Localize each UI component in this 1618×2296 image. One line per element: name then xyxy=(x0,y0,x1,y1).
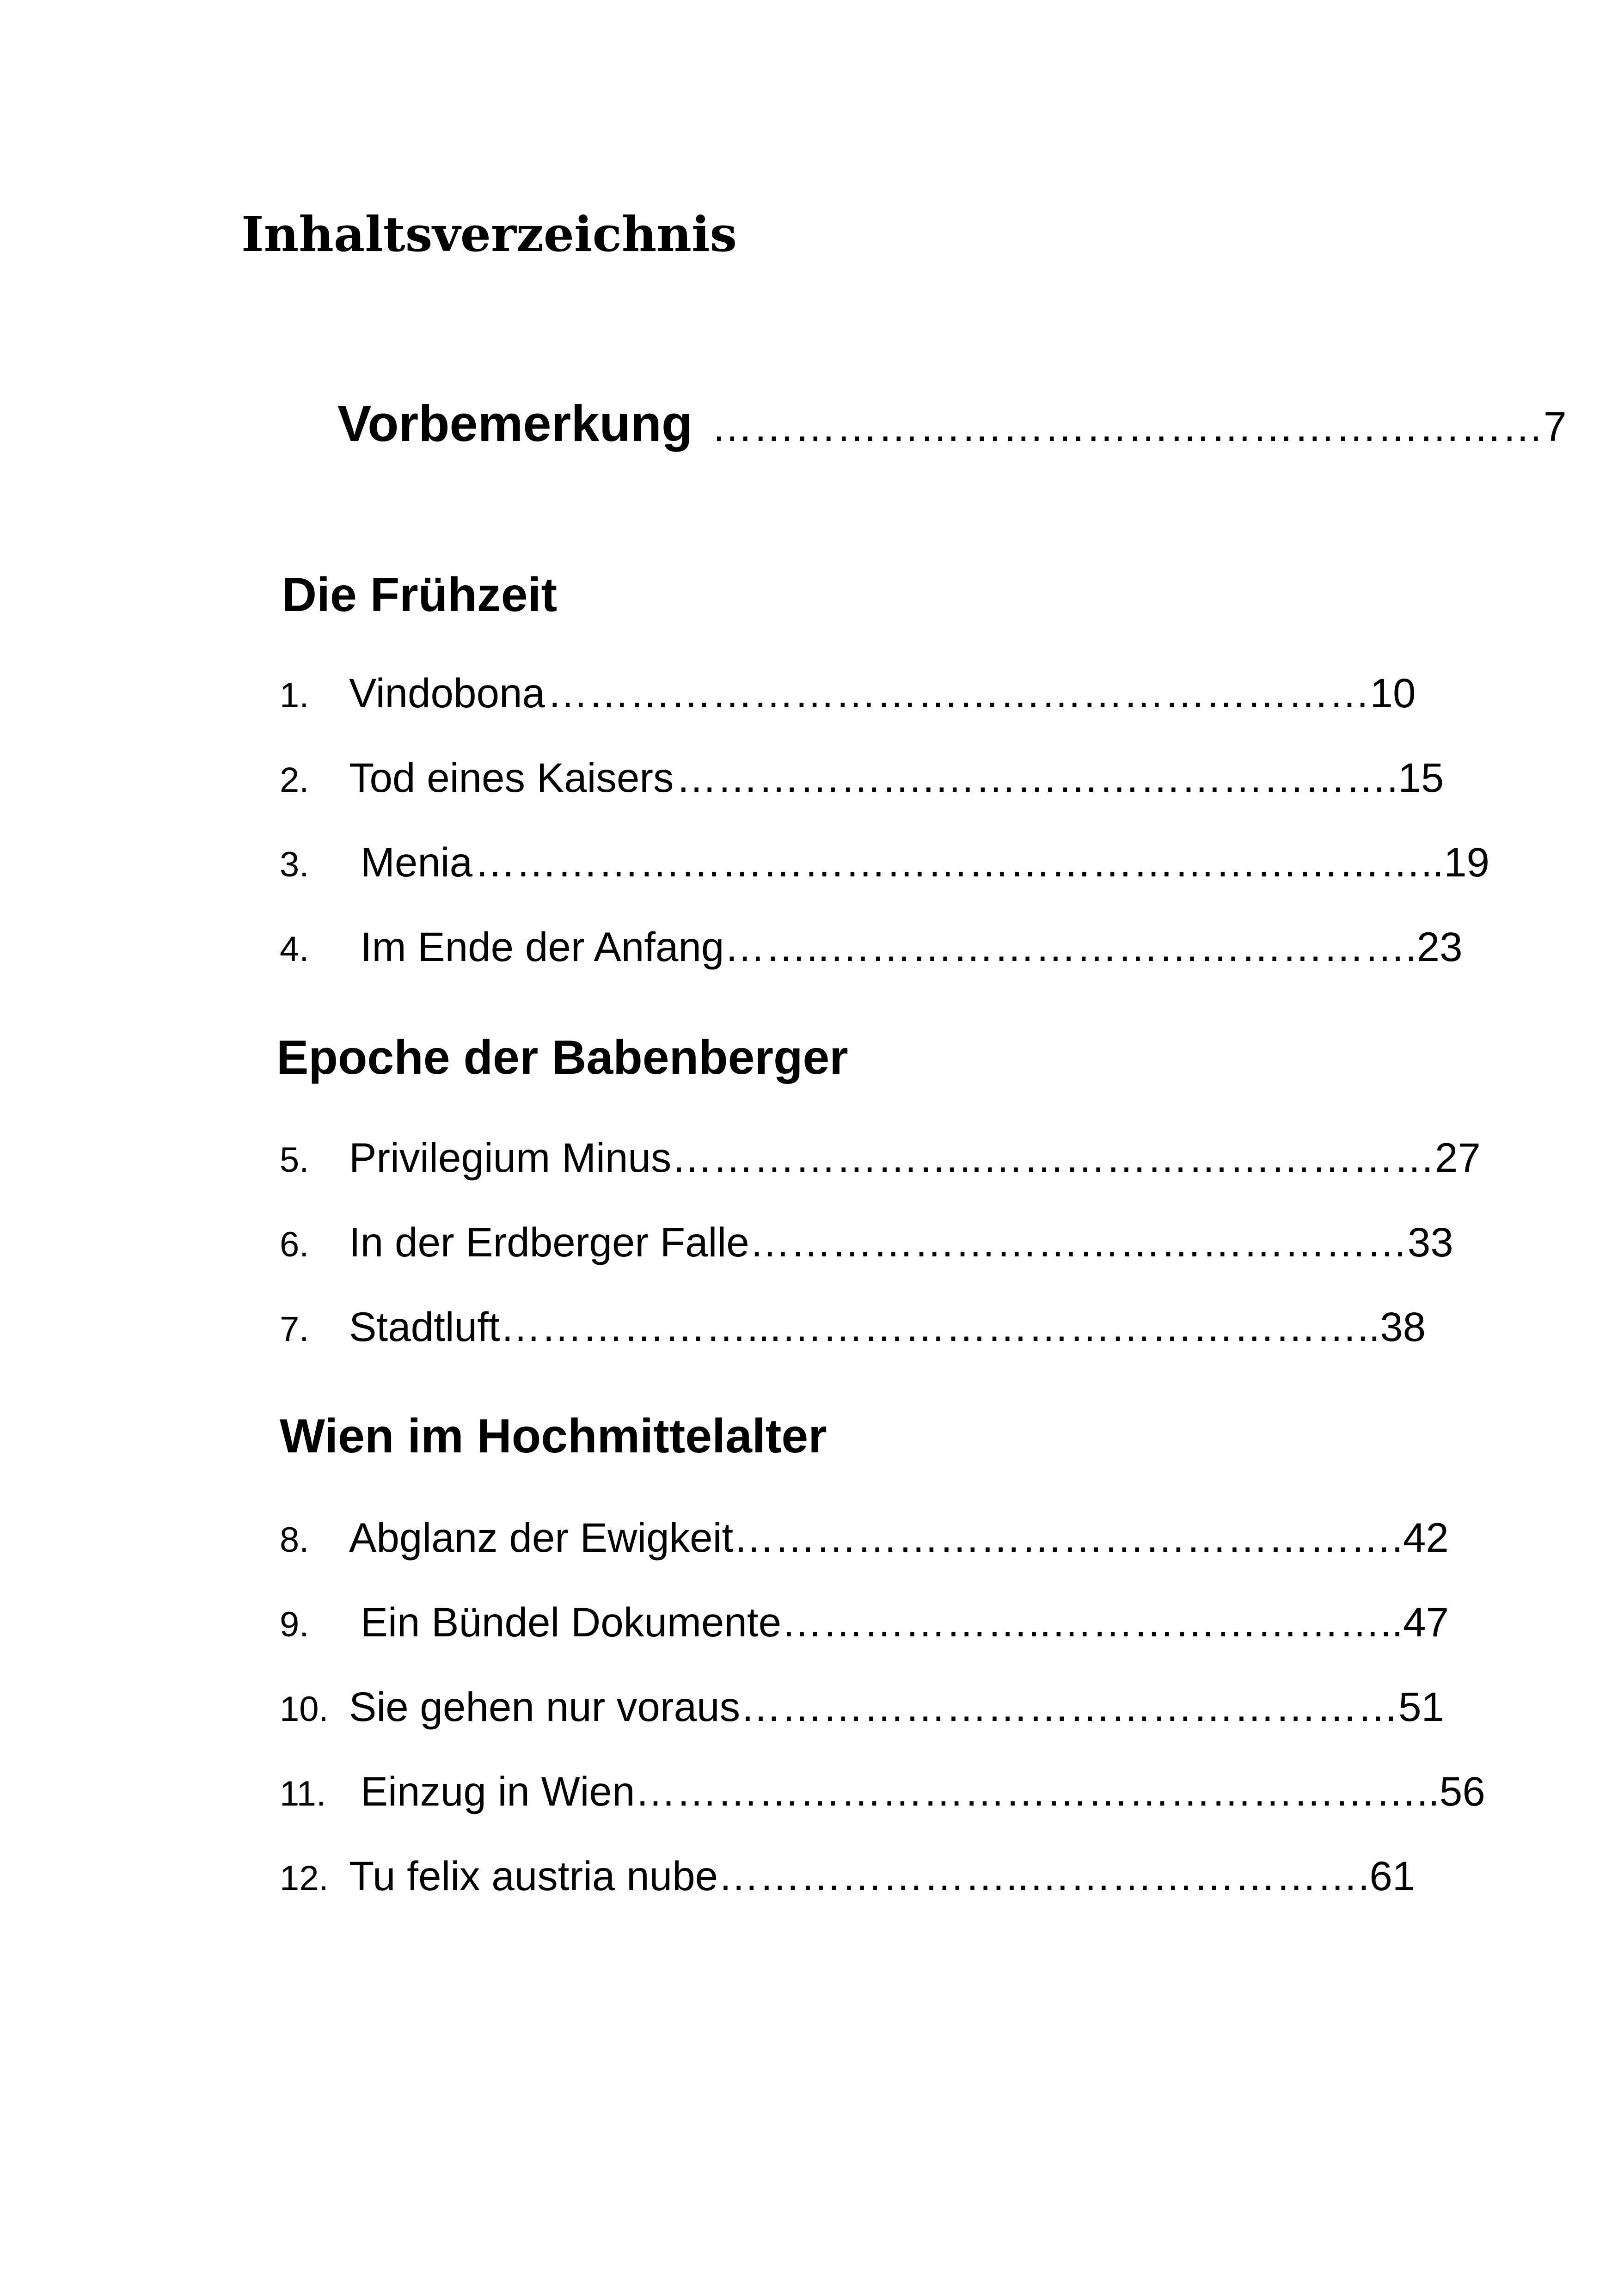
toc-dot-leader: ………………...…………………………………….. xyxy=(500,1304,1380,1350)
toc-entry-label: Abglanz der Ewigkeit xyxy=(349,1514,734,1561)
toc-page-number: 38 xyxy=(1380,1304,1426,1350)
toc-entry-label: Tu felix austria nube xyxy=(349,1853,718,1899)
toc-entry-label: Vorbemerkung xyxy=(337,395,693,452)
toc-entry-label: Ein Bündel Dokumente xyxy=(349,1599,782,1645)
toc-page-number: 56 xyxy=(1439,1768,1485,1814)
toc-entry-label: Privilegium Minus xyxy=(349,1134,672,1181)
toc-entry xyxy=(280,1134,1481,1181)
toc-entry-number: 7. xyxy=(280,1310,309,1349)
toc-dot-leader: ……………….……………………………. xyxy=(675,754,1398,801)
toc-page-number: 42 xyxy=(1403,1514,1449,1561)
toc-page-number: 10 xyxy=(1370,670,1416,716)
toc-page-number: 33 xyxy=(1407,1219,1453,1265)
toc-entry-number: 10. xyxy=(280,1690,329,1729)
section-heading-fruehzeit: Die Frühzeit xyxy=(282,568,558,622)
toc-entry xyxy=(280,1684,1445,1730)
toc-page-number: 19 xyxy=(1444,839,1490,885)
toc-dot-leader: …………………………………………………… xyxy=(547,670,1370,716)
toc-dot-leader: …………………..……………………. xyxy=(718,1853,1370,1899)
toc-entry-label: Sie gehen nur voraus xyxy=(349,1684,741,1730)
toc-entry-number: 6. xyxy=(280,1225,309,1264)
toc-entry-number: 4. xyxy=(280,930,309,969)
toc-entry-label: Stadtluft xyxy=(349,1304,500,1350)
toc-entry-number: 9. xyxy=(280,1605,309,1644)
toc-entry-label: Im Ende der Anfang xyxy=(349,924,724,970)
toc-dot-leader: …………………………………………. xyxy=(733,1514,1403,1561)
toc-entry-label: Menia xyxy=(349,839,473,885)
page-title: Inhaltsverzeichnis xyxy=(241,206,737,263)
toc-page-number: 23 xyxy=(1416,924,1463,970)
toc-page-number: 47 xyxy=(1403,1599,1449,1645)
toc-entry-number: 3. xyxy=(280,845,309,884)
toc-entry xyxy=(280,924,1463,970)
section-heading-hochmittelalter: Wien im Hochmittelalter xyxy=(280,1409,827,1463)
toc-dot-leader: …………………..…………………………… xyxy=(671,1134,1435,1181)
toc-entry xyxy=(280,1304,1426,1350)
toc-entry xyxy=(280,670,1416,716)
toc-entry-number: 8. xyxy=(280,1520,309,1560)
toc-entry-number: 1. xyxy=(280,676,309,715)
toc-dot-leader: ………………………………………………….. xyxy=(635,1768,1440,1814)
toc-dot-leader: …………………………………………………………….. xyxy=(474,839,1444,885)
toc-entry-label: In der Erdberger Falle xyxy=(349,1219,749,1265)
section-heading-babenberger: Epoche der Babenberger xyxy=(276,1031,848,1084)
toc-dot-leader: ……..……………………………………. xyxy=(724,924,1417,970)
toc-entry xyxy=(280,1514,1449,1561)
toc-page-number: 27 xyxy=(1434,1134,1481,1181)
toc-dot-leader: ………………..…………………….. xyxy=(781,1599,1403,1645)
toc-page-number: 15 xyxy=(1398,754,1444,801)
toc-dot-leader: …………………………………………………… xyxy=(711,404,1544,450)
toc-entry-label: Tod eines Kaisers xyxy=(349,754,674,801)
toc-entry xyxy=(280,839,1490,885)
toc-entry-number: 5. xyxy=(280,1140,309,1180)
toc-entry-label: Vindobona xyxy=(349,670,545,716)
toc-preface-line xyxy=(337,395,1567,452)
toc-entry xyxy=(280,1768,1485,1814)
toc-dot-leader: ………………………………………… xyxy=(740,1684,1399,1730)
toc-entry xyxy=(280,1599,1449,1645)
toc-entry-number: 11. xyxy=(280,1774,326,1813)
toc-entry-number: 12. xyxy=(280,1859,329,1898)
toc-dot-leader: ………………………………………… xyxy=(749,1219,1408,1265)
toc-page-number: 7 xyxy=(1543,404,1567,450)
toc-entry xyxy=(280,1855,1415,1897)
toc-entry xyxy=(280,1219,1453,1265)
toc-entry-number: 2. xyxy=(280,760,309,800)
toc-page-number: 61 xyxy=(1369,1853,1416,1899)
toc-entry xyxy=(280,754,1444,801)
toc-page-number: 51 xyxy=(1398,1684,1445,1730)
toc-entry-label: Einzug in Wien xyxy=(349,1768,635,1814)
